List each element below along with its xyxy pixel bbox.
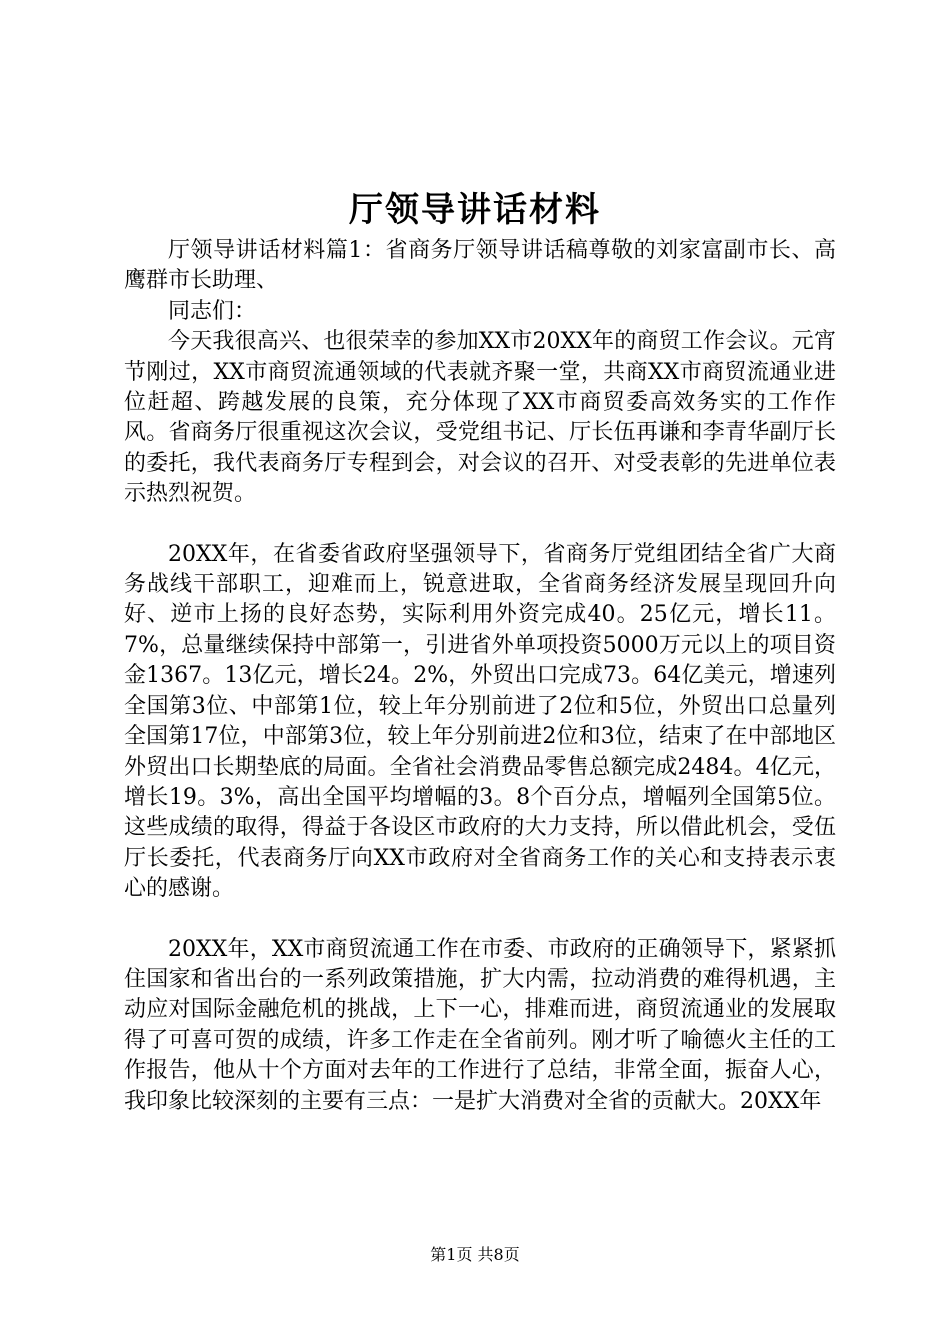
paragraph-salutation: 同志们：	[168, 298, 257, 324]
paragraph-intro: 厅领导讲话材料篇1：省商务厅领导讲话稿尊敬的刘家富副市长、高鹰群市长助理、	[124, 238, 836, 294]
paragraph-opening: 今天我很高兴、也很荣幸的参加XX市20XX年的商贸工作会议。元宵节刚过，XX市商贸流通领域的代表就齐聚一堂，共商XX市商贸流通业进位赶超、跨越发展的良策，充分体现了XX市商贸委高效务实的工作作风。省商务厅很重视这次会议，受党组书记、厅长伍再谦和李青华副厅长的委托，我代表商务厅专程到会，对会议的召开、对受表彰的先进单位表示热烈祝贺。	[124, 329, 836, 507]
page-footer: 第1页 共8页	[430, 1245, 520, 1264]
paragraph-provincial-results: 20XX年，在省委省政府坚强领导下，省商务厅党组团结全省广大商务战线干部职工，迎难而上，锐意进取，全省商务经济发展呈现回升向好、逆市上扬的良好态势，实际利用外资完成40。25亿元，增长11。7%，总量继续保持中部第一，引进省外单项投资5000万元以上的项目资金1367。13亿元，增长24。2%，外贸出口完成73。64亿美元，增速列全国第3位、中部第1位，较上年分别前进了2位和5位，外贸出口总量列全国第17位，中部第3位，较上年分别前进2位和3位，结束了在中部地区外贸出口长期垫底的局面。全省社会消费品零售总额完成2484。4亿元，增长19。3%，高出全国平均增幅的3。8个百分点，增幅列全国第5位。这些成绩的取得，得益于各设区市政府的大力支持，所以借此机会，受伍厅长委托，代表商务厅向XX市政府对全省商务工作的关心和支持表示衷心的感谢。	[124, 541, 836, 902]
document-title: 厅领导讲话材料	[349, 190, 601, 230]
document-body	[124, 236, 836, 1117]
paragraph-city-results: 20XX年，XX市商贸流通工作在市委、市政府的正确领导下，紧紧抓住国家和省出台的一系列政策措施，扩大内需，拉动消费的难得机遇，主动应对国际金融危机的挑战，上下一心，排难而进，商贸流通业的发展取得了可喜可贺的成绩，许多工作走在全省前列。刚才听了喻德火主任的工作报告，他从十个方面对去年的工作进行了总结，非常全面，振奋人心，我印象比较深刻的主要有三点：一是扩大消费对全省的贡献大。20XX年	[124, 936, 836, 1114]
